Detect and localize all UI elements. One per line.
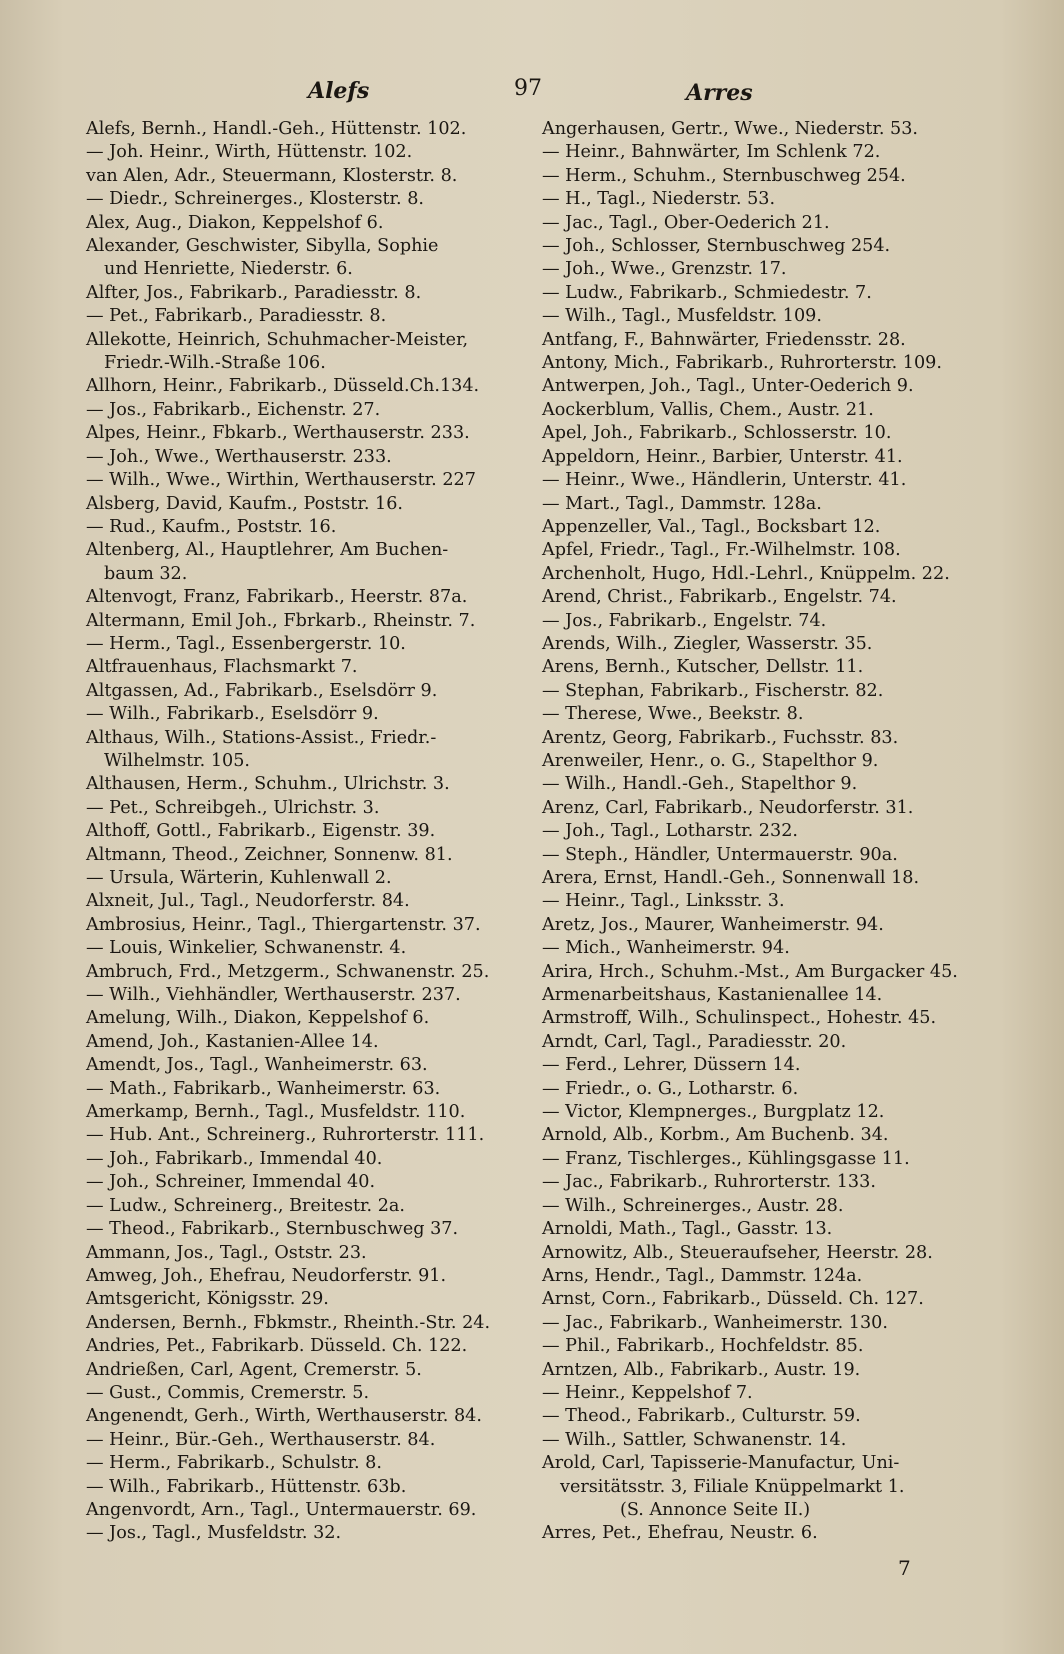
directory-entry: — Wilh., Handl.-Geh., Stapelthor 9. [542,774,858,795]
directory-entry: Amendt, Jos., Tagl., Wanheimerstr. 63. [86,1055,428,1076]
directory-entry: Andrießen, Carl, Agent, Cremerstr. 5. [86,1359,422,1380]
directory-entry: Alpes, Heinr., Fbkarb., Werthauserstr. 233. [86,423,470,444]
left-column [86,118,524,1546]
directory-entry: Archenholt, Hugo, Hdl.-Lehrl., Knüppelm. 22. [542,563,950,584]
directory-entry: — Theod., Fabrikarb., Sternbuschweg 37. [86,1219,459,1240]
directory-entry: — Jos., Fabrikarb., Engelstr. 74. [542,610,827,631]
directory-entry: — Wilh., Fabrikarb., Eselsdörr 9. [86,704,379,725]
directory-entry: Arres, Pet., Ehefrau, Neustr. 6. [542,1523,818,1544]
directory-entry: Apfel, Friedr., Tagl., Fr.-Wilhelmstr. 108. [542,540,901,561]
directory-entry: Antfang, F., Bahnwärter, Friedensstr. 28. [542,329,906,350]
directory-entry: — Louis, Winkelier, Schwanenstr. 4. [86,938,407,959]
directory-entry: — Pet., Fabrikarb., Paradiesstr. 8. [86,306,387,327]
directory-entry: Altenvogt, Franz, Fabrikarb., Heerstr. 87a. [86,587,468,608]
directory-entry: Arnoldi, Math., Tagl., Gasstr. 13. [542,1219,833,1240]
directory-entry: Althaus, Wilh., Stations-Assist., Friedr.- [86,727,437,748]
directory-entry: — Joh. Heinr., Wirth, Hüttenstr. 102. [86,142,413,163]
directory-entry: Arend, Christ., Fabrikarb., Engelstr. 74. [542,587,897,608]
directory-entry: — Wilh., Wwe., Wirthin, Werthauserstr. 227 [86,470,476,491]
directory-entry: — Wilh., Schreinerges., Austr. 28. [542,1195,844,1216]
directory-entry: — Ursula, Wärterin, Kuhlenwall 2. [86,868,392,888]
directory-entry: — Joh., Wwe., Grenzstr. 17. [542,259,787,280]
directory-entry: Armenarbeitshaus, Kastanienallee 14. [542,985,883,1006]
directory-entry: Arnowitz, Alb., Steueraufseher, Heerstr. 28. [542,1242,933,1263]
directory-entry: — Heinr., Wwe., Händlerin, Unterstr. 41. [542,470,907,491]
directory-entry: — Diedr., Schreinerges., Klosterstr. 8. [86,189,424,210]
directory-entry: Angenendt, Gerh., Wirth, Werthauserstr. 84. [86,1406,482,1427]
directory-entry: — Stephan, Fabrikarb., Fischerstr. 82. [542,680,884,701]
directory-entry: Amelung, Wilh., Diakon, Keppelshof 6. [86,1008,430,1029]
directory-entry: — Wilh., Sattler, Schwanenstr. 14. [542,1429,847,1450]
directory-entry: — Therese, Wwe., Beekstr. 8. [542,704,804,725]
directory-entry: — Joh., Schreiner, Immendal 40. [86,1172,376,1193]
directory-entry: — Herm., Schuhm., Sternbuschweg 254. [542,165,906,186]
directory-entry: — H., Tagl., Niederstr. 53. [542,189,776,210]
directory-entry: — Heinr., Bahnwärter, Im Schlenk 72. [542,142,881,163]
directory-entry: Arends, Wilh., Ziegler, Wasserstr. 35. [542,633,873,654]
directory-entry: und Henriette, Niederstr. 6. [104,259,353,280]
directory-entry: Ammann, Jos., Tagl., Oststr. 23. [86,1242,367,1263]
directory-entry: — Gust., Commis, Cremerstr. 5. [86,1382,370,1403]
directory-entry: — Mart., Tagl., Dammstr. 128a. [542,493,822,514]
page-number: 97 [514,76,542,101]
directory-entry: — Ferd., Lehrer, Düssern 14. [542,1055,801,1076]
directory-entry: Althoff, Gottl., Fabrikarb., Eigenstr. 39. [86,821,436,842]
directory-entry: Antwerpen, Joh., Tagl., Unter-Oederich 9. [542,376,914,397]
page-header [0,72,1064,112]
directory-entry: Altmann, Theod., Zeichner, Sonnenw. 81. [86,844,453,865]
directory-entry: Alefs, Bernh., Handl.-Geh., Hüttenstr. 102. [86,119,467,139]
directory-entry: — Phil., Fabrikarb., Hochfeldstr. 85. [542,1336,864,1357]
directory-entry: (S. Annonce Seite II.) [620,1499,811,1520]
right-column [542,118,982,1546]
directory-entry: — Heinr., Tagl., Linksstr. 3. [542,891,785,912]
directory-entry: Appenzeller, Val., Tagl., Bocksbart 12. [542,516,881,537]
directory-entry: Arera, Ernst, Handl.-Geh., Sonnenwall 18. [542,868,920,888]
directory-entry: — Jos., Tagl., Musfeldstr. 32. [86,1523,342,1544]
directory-entry: Arenweiler, Henr., o. G., Stapelthor 9. [542,750,879,771]
directory-entry: Ambruch, Frd., Metzgerm., Schwanenstr. 25. [86,961,490,982]
directory-entry: Aockerblum, Vallis, Chem., Austr. 21. [542,399,874,420]
directory-entry: Altgassen, Ad., Fabrikarb., Eselsdörr 9. [86,680,438,701]
directory-entry: Wilhelmstr. 105. [104,750,251,771]
directory-entry: — Theod., Fabrikarb., Culturstr. 59. [542,1406,861,1427]
directory-entry: — Pet., Schreibgeh., Ulrichstr. 3. [86,797,380,818]
directory-entry: Arnold, Alb., Korbm., Am Buchenb. 34. [542,1125,889,1146]
directory-entry: Amweg, Joh., Ehefrau, Neudorferstr. 91. [86,1265,447,1286]
directory-entry: — Steph., Händler, Untermauerstr. 90a. [542,844,898,865]
directory-entry: Alsberg, David, Kaufm., Poststr. 16. [86,493,403,514]
directory-entry: — Joh., Schlosser, Sternbuschweg 254. [542,236,891,257]
directory-entry: Arntzen, Alb., Fabrikarb., Austr. 19. [542,1359,861,1380]
directory-entry: Amtsgericht, Königsstr. 29. [86,1289,329,1310]
signature-mark: 7 [898,1556,911,1580]
directory-entry: Arndt, Carl, Tagl., Paradiesstr. 20. [542,1031,847,1052]
directory-entry: — Friedr., o. G., Lotharstr. 6. [542,1078,799,1099]
directory-entry: Allekotte, Heinrich, Schuhmacher-Meister, [86,329,469,350]
directory-entry: Altenberg, Al., Hauptlehrer, Am Buchen- [86,540,449,561]
directory-entry: — Jac., Fabrikarb., Ruhrorterstr. 133. [542,1172,876,1193]
directory-entry: Ambrosius, Heinr., Tagl., Thiergartenstr. 37. [86,914,481,935]
directory-entry: Alexander, Geschwister, Sibylla, Sophie [86,236,439,257]
directory-entry: Arnst, Corn., Fabrikarb., Düsseld. Ch. 127. [542,1289,924,1310]
directory-entry: — Ludw., Schreinerg., Breitestr. 2a. [86,1195,405,1216]
directory-entry: Arns, Hendr., Tagl., Dammstr. 124a. [542,1265,863,1286]
directory-entry: — Heinr., Bür.-Geh., Werthauserstr. 84. [86,1429,436,1450]
directory-entry: — Joh., Tagl., Lotharstr. 232. [542,821,798,842]
directory-entry: Alxneit, Jul., Tagl., Neudorferstr. 84. [86,891,410,912]
directory-entry: — Jac., Tagl., Ober-Oederich 21. [542,212,830,233]
directory-entry: Arold, Carl, Tapisserie-Manufactur, Uni- [542,1453,900,1474]
directory-entry: — Jos., Fabrikarb., Eichenstr. 27. [86,399,381,420]
directory-entry: — Math., Fabrikarb., Wanheimerstr. 63. [86,1078,441,1099]
header-last-entry: Arres [686,80,753,106]
directory-entry: Amend, Joh., Kastanien-Allee 14. [86,1031,379,1052]
directory-entry: — Franz, Tischlerges., Kühlingsgasse 11. [542,1148,910,1169]
directory-entry: — Hub. Ant., Schreinerg., Ruhrorterstr. 111. [86,1125,485,1146]
directory-entry: — Rud., Kaufm., Poststr. 16. [86,516,337,537]
directory-entry: — Heinr., Keppelshof 7. [542,1382,753,1403]
directory-entry: Antony, Mich., Fabrikarb., Ruhrorterstr. 109. [542,353,942,374]
directory-entry: — Mich., Wanheimerstr. 94. [542,938,790,959]
directory-entry: Amerkamp, Bernh., Tagl., Musfeldstr. 110. [86,1102,466,1123]
directory-entry: baum 32. [104,563,188,584]
directory-entry: Alfter, Jos., Fabrikarb., Paradiesstr. 8. [86,282,422,303]
directory-entry: Allhorn, Heinr., Fabrikarb., Düsseld.Ch.134. [86,376,480,397]
directory-entry: — Joh., Wwe., Werthauserstr. 233. [86,446,392,467]
directory-entry: — Ludw., Fabrikarb., Schmiedestr. 7. [542,282,872,303]
directory-entry: Arentz, Georg, Fabrikarb., Fuchsstr. 83. [542,727,899,748]
directory-entry: Althausen, Herm., Schuhm., Ulrichstr. 3. [86,774,450,795]
directory-entry: — Jac., Fabrikarb., Wanheimerstr. 130. [542,1312,888,1333]
directory-entry: Friedr.-Wilh.-Straße 106. [104,353,326,374]
directory-entry: van Alen, Adr., Steuermann, Klosterstr. 8. [86,165,458,186]
directory-entry: — Wilh., Viehhändler, Werthauserstr. 237. [86,985,461,1006]
directory-entry: Andersen, Bernh., Fbkmstr., Rheinth.-Str. 24. [86,1312,491,1333]
directory-entry: Armstroff, Wilh., Schulinspect., Hohestr. 45. [542,1008,937,1029]
directory-entry: Altfrauenhaus, Flachsmarkt 7. [86,657,358,678]
directory-entry: — Joh., Fabrikarb., Immendal 40. [86,1148,383,1169]
directory-entry: Angenvordt, Arn., Tagl., Untermauerstr. 69. [86,1499,477,1520]
directory-entry: Apel, Joh., Fabrikarb., Schlosserstr. 10. [542,423,892,444]
directory-entry: Arira, Hrch., Schuhm.-Mst., Am Burgacker 45. [542,961,958,982]
directory-entry: Appeldorn, Heinr., Barbier, Unterstr. 41. [542,446,903,467]
directory-entry: Altermann, Emil Joh., Fbrkarb., Rheinstr. 7. [86,610,476,631]
header-first-entry: Alefs [308,78,370,104]
directory-entry: — Victor, Klempnerges., Burgplatz 12. [542,1102,885,1123]
directory-entry: Arenz, Carl, Fabrikarb., Neudorferstr. 31. [542,797,914,818]
directory-entry: Aretz, Jos., Maurer, Wanheimerstr. 94. [542,914,884,935]
directory-entry: — Wilh., Tagl., Musfeldstr. 109. [542,306,822,327]
directory-entry: — Herm., Tagl., Essenbergerstr. 10. [86,633,406,654]
directory-entry: — Herm., Fabrikarb., Schulstr. 8. [86,1453,382,1474]
directory-entry: Andries, Pet., Fabrikarb. Düsseld. Ch. 122. [86,1336,468,1357]
directory-entry: Alex, Aug., Diakon, Keppelshof 6. [86,212,384,233]
directory-entry: Angerhausen, Gertr., Wwe., Niederstr. 53. [542,119,919,139]
directory-entry: — Wilh., Fabrikarb., Hüttenstr. 63b. [86,1476,407,1497]
directory-entry: versitätsstr. 3, Filiale Knüppelmarkt 1. [560,1476,905,1497]
directory-entry: Arens, Bernh., Kutscher, Dellstr. 11. [542,657,864,678]
